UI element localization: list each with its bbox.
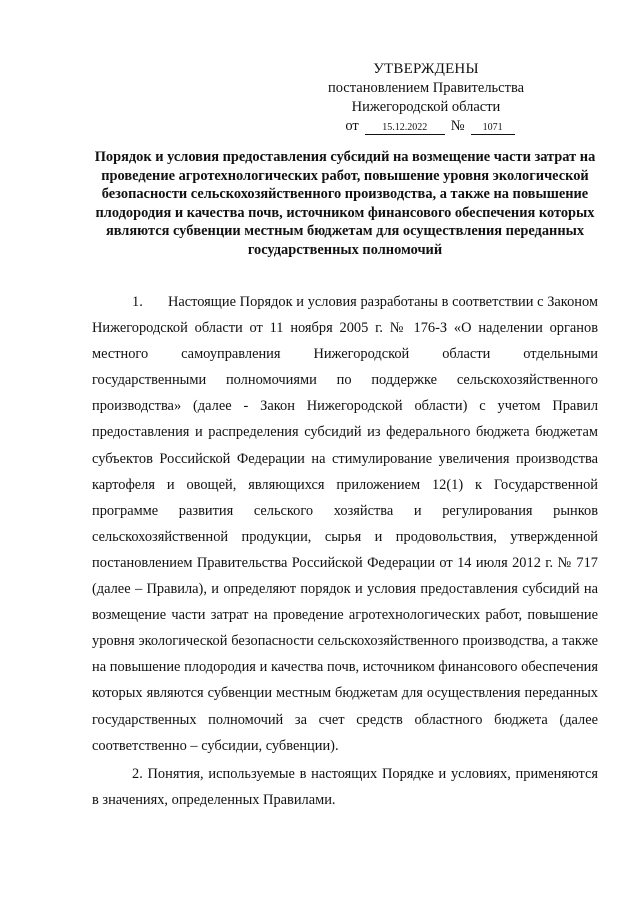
approval-stamp	[316, 60, 536, 136]
approval-title: УТВЕРЖДЕНЫ	[373, 61, 479, 77]
paragraph-2: 2. Понятия, используемые в настоящих Порядке и условиях, применяются в значениях, определенных Правилами.	[92, 765, 598, 808]
paragraph-1	[92, 289, 598, 759]
approval-from-label: от	[345, 118, 359, 134]
document-heading: Порядок и условия предоставления субсидий на возмещение части затрат на проведение агротехнологических работ, повышение уровня экологической безопасности сельскохозяйственного производства, а также на повышение плодородия и качества почв, источником финансового обеспечения которых являются субвенции местным бюджетам для осуществления переданных государственных полномочий	[94, 149, 596, 258]
paragraph-1-text: Настоящие Порядок и условия разработаны в соответствии с Законом Нижегородской области от 11 ноября 2005 г. № 176-З «О наделении органов местного самоуправления Нижегородской области отдельными государственными полномочиями по поддержке сельскохозяйственного производства» (далее - Закон Нижегородской области) с учетом Правил предоставления и распределения субсидий из федерального бюджета бюджетам субъектов Российской Федерации на стимулирование увеличения производства картофеля и овощей, являющихся приложением 12(1) к Государственной программе развития сельского хозяйства и регулирования рынков сельскохозяйственной продукции, сырья и продовольствия, утвержденной постановлением Правительства Российской Федерации от 14 июля 2012 г. № 717 (далее – Правила), и определяют порядок и условия предоставления субсидий на возмещение части затрат на проведение агротехнологических работ, повышение уровня экологической безопасности сельскохозяйственного производства, а также на повышение плодородия и качества почв, источником финансового обеспечения которых являются субвенции местным бюджетам для осуществления переданных государственных полномочий за счет средств областного бюджета (далее соответственно – субсидии, субвенции).	[92, 294, 598, 754]
paragraph-1-number: 1.	[132, 294, 143, 310]
approval-number: 1071	[471, 122, 515, 135]
approval-date: 15.12.2022	[365, 122, 445, 135]
document-body	[92, 289, 598, 813]
approval-line-region: Нижегородской области	[351, 99, 501, 115]
approval-reference	[324, 117, 536, 136]
approval-line-resolution: постановлением Правительства	[327, 80, 525, 96]
approval-number-sign: №	[450, 118, 465, 134]
